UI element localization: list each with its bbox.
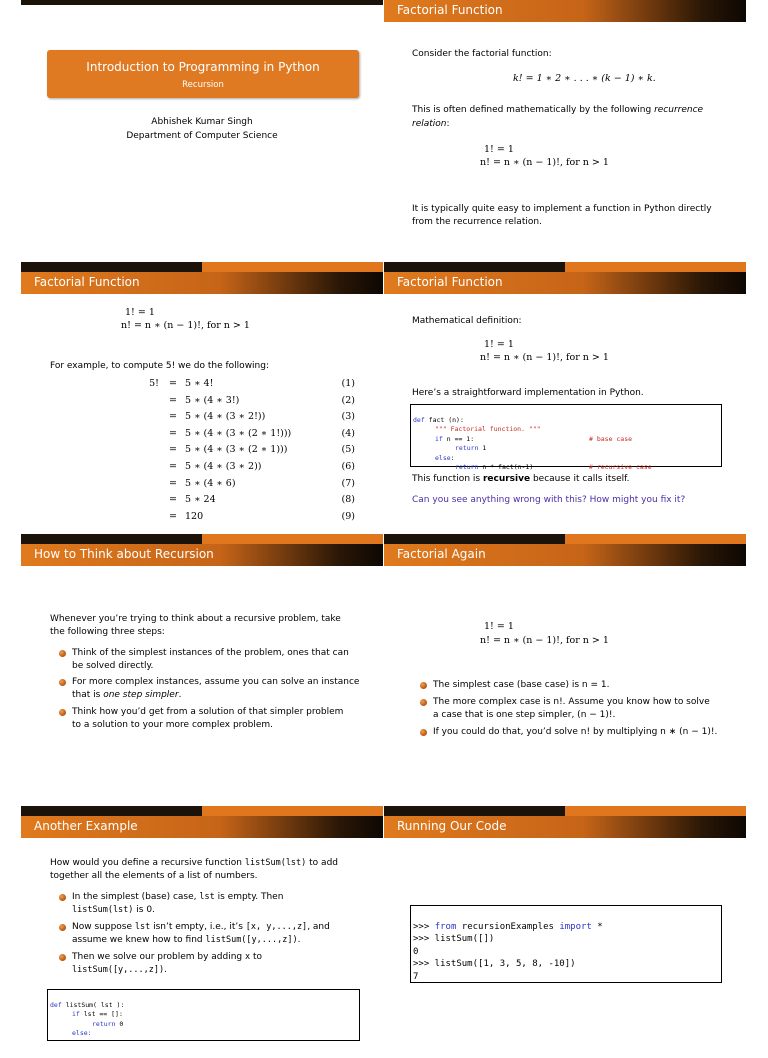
- author-department: Department of Computer Science: [126, 131, 278, 141]
- equation-row: [21, 428, 383, 444]
- recurrence-base: 1! = 1: [484, 339, 514, 350]
- paragraph: How would you define a recursive function listSum(lst) to add: [50, 858, 338, 868]
- code-line: else:: [435, 453, 455, 462]
- equation-rhs: 5 ∗ (4 ∗ (3 ∗ (2 ∗ 1!))): [185, 427, 292, 439]
- equation-rhs: 5 ∗ (4 ∗ 3!): [185, 394, 240, 406]
- paragraph: This function is recursive because it calls itself.: [412, 474, 630, 484]
- console-line: >>> listSum([1, 3, 5, 8, -10]): [413, 959, 576, 969]
- slide-header-bar: [384, 0, 746, 22]
- code-line: if lst == []:: [72, 1010, 123, 1018]
- bullet-text: listSum(lst) is 0.: [72, 905, 155, 915]
- bullet-text: listSum([y,...,z]).: [72, 965, 167, 975]
- bullet-icon: [59, 650, 66, 657]
- equation-equals: =: [169, 477, 177, 489]
- equation-equals: =: [169, 378, 177, 389]
- factorial-formula: k! = 1 ∗ 2 ∗ . . . ∗ (k − 1) ∗ k.: [513, 73, 656, 84]
- recurrence-step: n! = n ∗ (n − 1)!, for n > 1: [121, 320, 250, 331]
- question-text: Can you see anything wrong with this? How might you fix it?: [412, 495, 686, 505]
- bullet-text: Think how you’d get from a solution of that simpler problem: [72, 707, 344, 717]
- title-top-bar: [21, 0, 383, 5]
- equation-equals: =: [169, 444, 177, 456]
- slide-header-title: Factorial Function: [397, 3, 503, 17]
- bullet-icon: [59, 709, 66, 716]
- slide-how-to-think: [21, 534, 383, 796]
- paragraph: For example, to compute 5! we do the following:: [50, 361, 270, 371]
- paragraph: Mathematical definition:: [412, 316, 522, 326]
- equation-row: [21, 395, 383, 411]
- code-block-listsum: [47, 989, 360, 1041]
- bullet-icon: [59, 924, 66, 931]
- equation-rhs: 5 ∗ (4 ∗ (3 ∗ (2 ∗ 1))): [185, 444, 288, 456]
- bullet-icon: [59, 679, 66, 686]
- equation-rhs: 5 ∗ 4!: [185, 378, 214, 389]
- paragraph: Consider the factorial function:: [412, 49, 552, 59]
- bullet-text: If you could do that, you’d solve n! by multiplying n ∗ (n − 1)!.: [433, 727, 718, 737]
- equation-row: [21, 411, 383, 427]
- slide-header-title: Factorial Again: [397, 547, 486, 561]
- bullet-text: The more complex case is n!. Assume you know how to solve: [433, 697, 710, 707]
- author-name: Abhishek Kumar Singh: [151, 117, 253, 127]
- slide-top-bar: [384, 806, 746, 816]
- bullet-icon: [420, 682, 427, 689]
- slide-header-bar: [21, 544, 383, 566]
- bullet-text: The simplest case (base case) is n = 1.: [433, 680, 610, 690]
- equation-equals: =: [169, 510, 177, 522]
- bullet-icon: [59, 894, 66, 901]
- equation-row: [21, 478, 383, 494]
- presentation-title: Introduction to Programming in Python: [86, 60, 320, 74]
- paragraph: Whenever you’re trying to think about a recursive problem, take: [50, 614, 341, 624]
- slide-header-bar: [384, 816, 746, 838]
- equation-row: [21, 494, 383, 510]
- recurrence-base: 1! = 1: [125, 307, 155, 318]
- equation-row: [21, 444, 383, 460]
- equation-rhs: 5 ∗ (4 ∗ (3 ∗ 2)): [185, 461, 262, 472]
- presentation-subtitle: Recursion: [182, 80, 224, 90]
- bullet-text: Think of the simplest instances of the problem, ones that can: [72, 648, 349, 658]
- equation-rhs: 5 ∗ 24: [185, 494, 216, 506]
- bullet-text: For more complex instances, assume you can solve an instance: [72, 677, 360, 687]
- slide-top-bar: [21, 534, 383, 544]
- code-line: return 0: [92, 1019, 124, 1028]
- bullet-text: Then we solve our problem by adding x to: [72, 952, 263, 962]
- equation-rhs: 5 ∗ (4 ∗ (3 ∗ 2!)): [185, 411, 266, 423]
- code-line: """ Factorial function. """: [435, 425, 541, 433]
- recurrence-step: n! = n ∗ (n − 1)!, for n > 1: [480, 635, 609, 646]
- equation-equals: =: [169, 411, 177, 423]
- console-line: 7: [413, 971, 419, 982]
- equation-number: (6): [341, 461, 355, 472]
- equation-equals: =: [169, 427, 177, 439]
- slide-another-example: [21, 806, 383, 1037]
- console-line: >>> listSum([]): [413, 934, 495, 944]
- equation-equals: =: [169, 394, 177, 406]
- slide-top-bar: [384, 534, 746, 544]
- equation-rhs: 5 ∗ (4 ∗ 6): [185, 477, 236, 489]
- bullet-text: be solved directly.: [72, 661, 154, 671]
- recurrence-step: n! = n ∗ (n − 1)!, for n > 1: [480, 352, 609, 363]
- slide-header-title: Another Example: [34, 819, 138, 833]
- equation-number: (9): [341, 510, 355, 522]
- code-line: def listSum( lst ):: [50, 1000, 125, 1009]
- paragraph: together all the elements of a list of numbers.: [50, 871, 258, 881]
- recurrence-step: n! = n ∗ (n − 1)!, for n > 1: [480, 157, 609, 168]
- code-line: if n == 1: # base case: [435, 434, 633, 443]
- paragraph: relation:: [412, 119, 450, 129]
- code-line: else:: [72, 1029, 92, 1037]
- equation-number: (8): [341, 494, 355, 506]
- recurrence-base: 1! = 1: [484, 621, 514, 632]
- equation-row: [21, 378, 383, 394]
- equation-equals: =: [169, 461, 177, 472]
- recurrence-base: 1! = 1: [484, 144, 514, 155]
- slide-factorial-again: [384, 534, 746, 796]
- bullet-icon: [59, 954, 66, 961]
- bullet-icon: [420, 699, 427, 706]
- slide-header-bar: [21, 272, 383, 294]
- slide-top-bar: [21, 262, 383, 272]
- slide-factorial-function-1: [384, 0, 746, 262]
- code-line: def fact (n):: [413, 415, 464, 424]
- bullet-text: to a solution to your more complex problem.: [72, 720, 274, 730]
- console-line: >>> from recursionExamples import *: [413, 921, 603, 932]
- slide-factorial-function-2: [21, 262, 383, 524]
- equation-number: (2): [341, 394, 355, 406]
- paragraph: It is typically quite easy to implement a function in Python directly: [412, 204, 712, 214]
- slide-header-bar: [384, 544, 746, 566]
- paragraph: This is often defined mathematically by the following recurrence: [412, 105, 704, 115]
- slide-header-bar: [21, 816, 383, 838]
- slide-top-bar: [384, 262, 746, 272]
- equation-number: (5): [341, 444, 355, 456]
- code-block-fact: [410, 404, 722, 471]
- slide-header-title: Factorial Function: [34, 275, 140, 289]
- bullet-text: In the simplest (base) case, lst is empty. Then: [72, 892, 284, 902]
- slide-factorial-function-3: [384, 262, 746, 524]
- equation-number: (1): [341, 378, 355, 389]
- paragraph: Here’s a straightforward implementation in Python.: [412, 388, 644, 398]
- bullet-icon: [420, 729, 427, 736]
- bullet-text: that is one step simpler.: [72, 690, 182, 700]
- code-line: return 1: [455, 444, 487, 452]
- equation-row: [21, 461, 383, 477]
- code-line: return n * fact(n-1) # recursive case: [455, 463, 652, 471]
- equation-number: (4): [341, 427, 355, 439]
- equation-number: (3): [341, 411, 355, 423]
- equation-rhs: 120: [185, 510, 204, 522]
- bullet-text: Now suppose lst isn’t empty, i.e., it’s [x, y,...,z], and: [72, 922, 330, 932]
- slide-title: [21, 0, 383, 262]
- paragraph: the following three steps:: [50, 627, 165, 637]
- paragraph: from the recurrence relation.: [412, 217, 542, 227]
- equation-number: (7): [341, 477, 355, 489]
- slide-header-title: Factorial Function: [397, 275, 503, 289]
- title-box: [47, 50, 359, 98]
- console-line: 0: [413, 946, 419, 957]
- slide-running-our-code: [384, 806, 746, 1024]
- slide-header-bar: [384, 272, 746, 294]
- slide-header-title: How to Think about Recursion: [34, 547, 214, 561]
- bullet-text: a case that is one step simpler, (n − 1)!.: [433, 710, 616, 720]
- equation-lhs: 5!: [149, 378, 159, 389]
- slide-top-bar: [21, 806, 383, 816]
- interpreter-session: [410, 905, 722, 983]
- slide-header-title: Running Our Code: [397, 819, 507, 833]
- equation-equals: =: [169, 494, 177, 506]
- equation-row: [21, 511, 383, 527]
- bullet-text: assume we knew how to find listSum([y,...,z]).: [72, 935, 301, 945]
